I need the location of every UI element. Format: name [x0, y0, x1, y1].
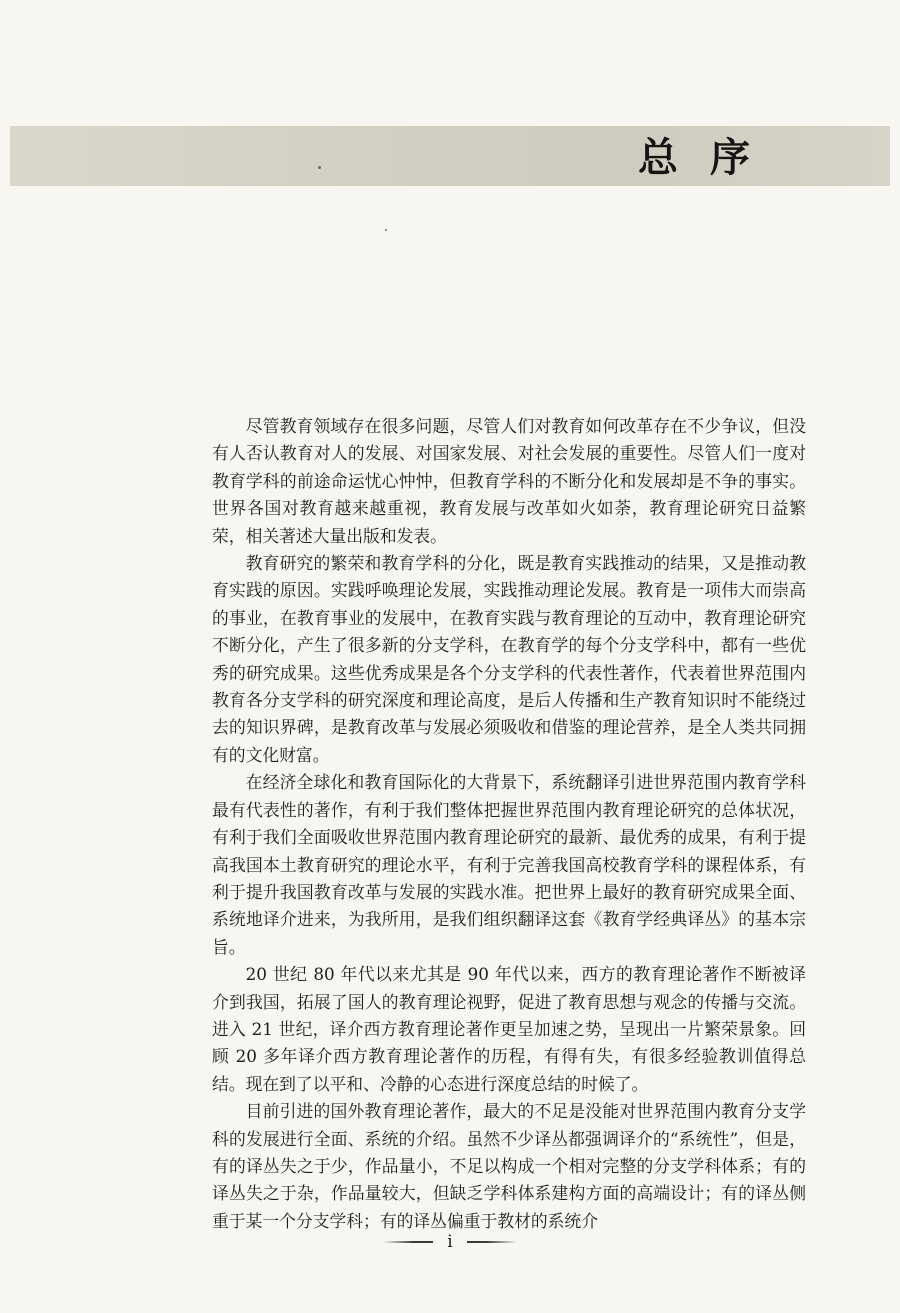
preface-body — [212, 413, 806, 1235]
page-number: i — [447, 1232, 453, 1252]
page-title: 总序 — [638, 135, 782, 181]
paragraph: 尽管教育领域存在很多问题，尽管人们对教育如何改革存在不少争议，但没有人否认教育对人的发展、对国家发展、对社会发展的重要性。尽管人们一度对教育学科的前途命运忧心忡忡，但教育学科的不断分化和发展却是不争的事实。世界各国对教育越来越重视，教育发展与改革如火如荼，教育理论研究日益繁荣，相关著述大量出版和发表。 — [212, 416, 806, 546]
print-speck — [318, 166, 321, 169]
page-footer — [0, 1228, 900, 1256]
footer-ornament-left — [383, 1241, 433, 1243]
print-speck — [385, 229, 387, 231]
paragraph: 教育研究的繁荣和教育学科的分化，既是教育实践推动的结果，又是推动教育实践的原因。实践呼唤理论发展，实践推动理论发展。教育是一项伟大而崇高的事业，在教育事业的发展中，在教育实践与教育理论的互动中，教育理论研究不断分化，产生了很多新的分支学科，在教育学的每个分支学科中，都有一些优秀的研究成果。这些优秀成果是各个分支学科的代表性著作，代表着世界范围内教育各分支学科的研究深度和理论高度，是后人传播和生产教育知识时不能绕过去的知识界碑，是教育改革与发展必须吸收和借鉴的理论营养，是全人类共同拥有的文化财富。 — [212, 553, 806, 765]
paragraph: 20 世纪 80 年代以来尤其是 90 年代以来，西方的教育理论著作不断被译介到我国，拓展了国人的教育理论视野，促进了教育思想与观念的传播与交流。进入 21 世纪，译介西方教育理论著作更呈加速之势，呈现出一片繁荣景象。回顾 20 多年译介西方教育理论著作的历程，有得有失，有很多经验教训值得总结。现在到了以平和、冷静的心态进行深度总结的时候了。 — [212, 964, 806, 1094]
paragraph: 目前引进的国外教育理论著作，最大的不足是没能对世界范围内教育分支学科的发展进行全面、系统的介绍。虽然不少译丛都强调译介的“系统性”，但是，有的译丛失之于少，作品量小，不足以构成一个相对完整的分支学科体系；有的译丛失之于杂，作品量较大，但缺乏学科体系建构方面的高端设计；有的译丛侧重于某一个分支学科；有的译丛偏重于教材的系统介 — [212, 1101, 806, 1231]
paragraph: 在经济全球化和教育国际化的大背景下，系统翻译引进世界范围内教育学科最有代表性的著作，有利于我们整体把握世界范围内教育理论研究的总体状况，有利于我们全面吸收世界范围内教育理论研究的最新、最优秀的成果，有利于提高我国本土教育研究的理论水平，有利于完善我国高校教育学科的课程体系，有利于提升我国教育改革与发展的实践水准。把世界上最好的教育研究成果全面、系统地译介进来，为我所用，是我们组织翻译这套《教育学经典译丛》的基本宗旨。 — [212, 772, 806, 957]
footer-ornament-right — [467, 1241, 517, 1243]
